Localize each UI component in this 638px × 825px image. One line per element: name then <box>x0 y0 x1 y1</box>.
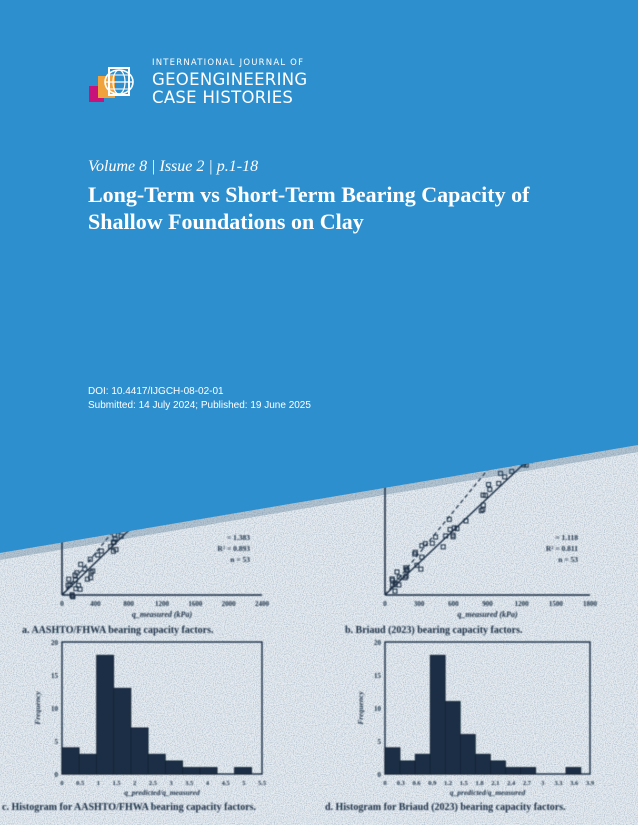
x-tick-label: 5 <box>242 780 246 787</box>
x-tick-label: 2 <box>133 780 137 787</box>
submission-dates: Submitted: 14 July 2024; Published: 19 June 2025 <box>88 400 311 411</box>
histogram-bar <box>415 754 430 774</box>
x-tick-label: 2.7 <box>522 780 531 787</box>
y-tick-label: 20 <box>51 639 58 647</box>
x-tick-label: 900 <box>482 600 493 608</box>
x-tick-label: 1.5 <box>112 780 121 787</box>
x-tick-label: 4 <box>205 780 210 787</box>
x-tick-label: 2.4 <box>507 780 516 787</box>
histogram-bar <box>430 655 445 774</box>
x-tick-label: 3.9 <box>585 780 595 787</box>
histogram-bar <box>385 748 400 774</box>
y-tick-label: 20 <box>374 639 381 647</box>
x-tick-label: 1.5 <box>459 780 468 787</box>
histogram-bar <box>234 767 251 774</box>
y-axis-label: Frequency <box>33 691 42 725</box>
histogram-bar <box>114 688 131 774</box>
x-tick-label: 0 <box>60 780 64 787</box>
histogram-bar <box>491 761 506 774</box>
histogram-bar <box>148 754 165 774</box>
histogram-bar <box>79 754 96 774</box>
x-tick-label: 1800 <box>583 600 597 608</box>
x-tick-label: 2000 <box>221 600 236 608</box>
y-tick-label: 10 <box>51 705 58 713</box>
y-tick-label: 15 <box>51 672 58 680</box>
y-axis-label: Frequency <box>356 691 365 725</box>
x-tick-label: 2.1 <box>491 780 500 787</box>
x-tick-label: 3.3 <box>554 780 563 787</box>
x-axis-label: q_measured (kPa) <box>457 610 518 619</box>
x-tick-label: 0.3 <box>396 780 405 787</box>
histogram-bar <box>96 655 113 774</box>
stats-text: R² = 0.893 <box>217 544 250 553</box>
x-tick-label: 1500 <box>548 600 563 608</box>
x-tick-label: 1.2 <box>444 780 453 787</box>
histogram-bar <box>400 761 415 774</box>
histogram-bar <box>183 767 200 774</box>
x-tick-label: 1 <box>96 780 100 787</box>
stats-text: = 1.118 <box>555 533 578 542</box>
histogram-bar <box>475 754 490 774</box>
paper-title: Long-Term vs Short-Term Bearing Capacity of Shallow Foundations on Clay <box>88 182 530 234</box>
panel-caption: c. Histogram for AASHTO/FHWA bearing capacity factors. <box>2 802 257 813</box>
x-axis-label: q_measured (kPa) <box>131 610 193 619</box>
histogram-bar <box>131 728 148 774</box>
histogram-bar <box>165 761 182 774</box>
x-tick-label: 800 <box>123 600 134 608</box>
x-tick-label: 3.6 <box>570 780 579 787</box>
journal-name-line3: CASE HISTORIES <box>152 88 294 107</box>
y-tick-label: 15 <box>374 672 381 680</box>
panel-caption: a. AASHTO/FHWA bearing capacity factors. <box>22 625 214 636</box>
histogram-bar <box>200 767 217 774</box>
stats-text: = 1.383 <box>226 533 250 542</box>
panel-caption: d. Histogram for Briaud (2023) bearing capacity factors. <box>325 802 566 813</box>
y-tick-label: 0 <box>377 771 381 779</box>
histogram-bar <box>566 767 581 774</box>
x-tick-label: 0.9 <box>428 780 437 787</box>
x-axis-label: q_predicted/q_measured <box>449 788 526 797</box>
x-tick-label: 4.5 <box>221 780 230 787</box>
x-tick-label: 3.5 <box>185 780 194 787</box>
x-tick-label: 1600 <box>188 600 203 608</box>
doi: DOI: 10.4417/IJGCH-08-02-01 <box>88 386 224 397</box>
journal-name-line1: INTERNATIONAL JOURNAL OF <box>152 58 305 68</box>
stats-text: R² = 0.811 <box>545 544 578 553</box>
stats-text: n = 53 <box>230 555 250 564</box>
x-tick-label: 1.8 <box>475 780 484 787</box>
x-tick-label: 3 <box>169 780 173 787</box>
issue-info: Volume 8 | Issue 2 | p.1-18 <box>88 158 259 175</box>
x-tick-label: 2.5 <box>148 780 157 787</box>
x-axis-label: q_predicted/q_measured <box>124 788 200 797</box>
x-tick-label: 300 <box>413 600 425 608</box>
journal-name-line2: GEOENGINEERING <box>152 70 308 89</box>
y-tick-label: 10 <box>374 705 381 713</box>
histogram-bar <box>506 767 521 774</box>
x-tick-label: 3 <box>541 780 545 787</box>
x-tick-label: 1200 <box>514 600 529 608</box>
stats-text: n = 53 <box>558 555 578 564</box>
x-tick-label: 0 <box>383 600 387 608</box>
histogram-bar <box>521 767 536 774</box>
x-tick-label: 0 <box>60 600 64 608</box>
x-tick-label: 0.6 <box>412 780 421 787</box>
x-tick-label: 5.5 <box>257 780 267 787</box>
y-tick-label: 5 <box>377 738 381 746</box>
histogram-bar <box>445 701 460 774</box>
histogram-bar <box>460 734 475 774</box>
x-tick-label: 400 <box>90 600 101 608</box>
y-tick-label: 5 <box>54 738 58 746</box>
x-tick-label: 2400 <box>255 600 269 608</box>
x-tick-label: 0 <box>383 780 387 787</box>
x-tick-label: 600 <box>448 600 459 608</box>
x-tick-label: 0.5 <box>76 780 85 787</box>
panel-caption: b. Briaud (2023) bearing capacity factors. <box>345 625 523 636</box>
histogram-bar <box>62 748 79 774</box>
y-tick-label: 0 <box>54 771 58 779</box>
x-tick-label: 1200 <box>155 600 169 608</box>
